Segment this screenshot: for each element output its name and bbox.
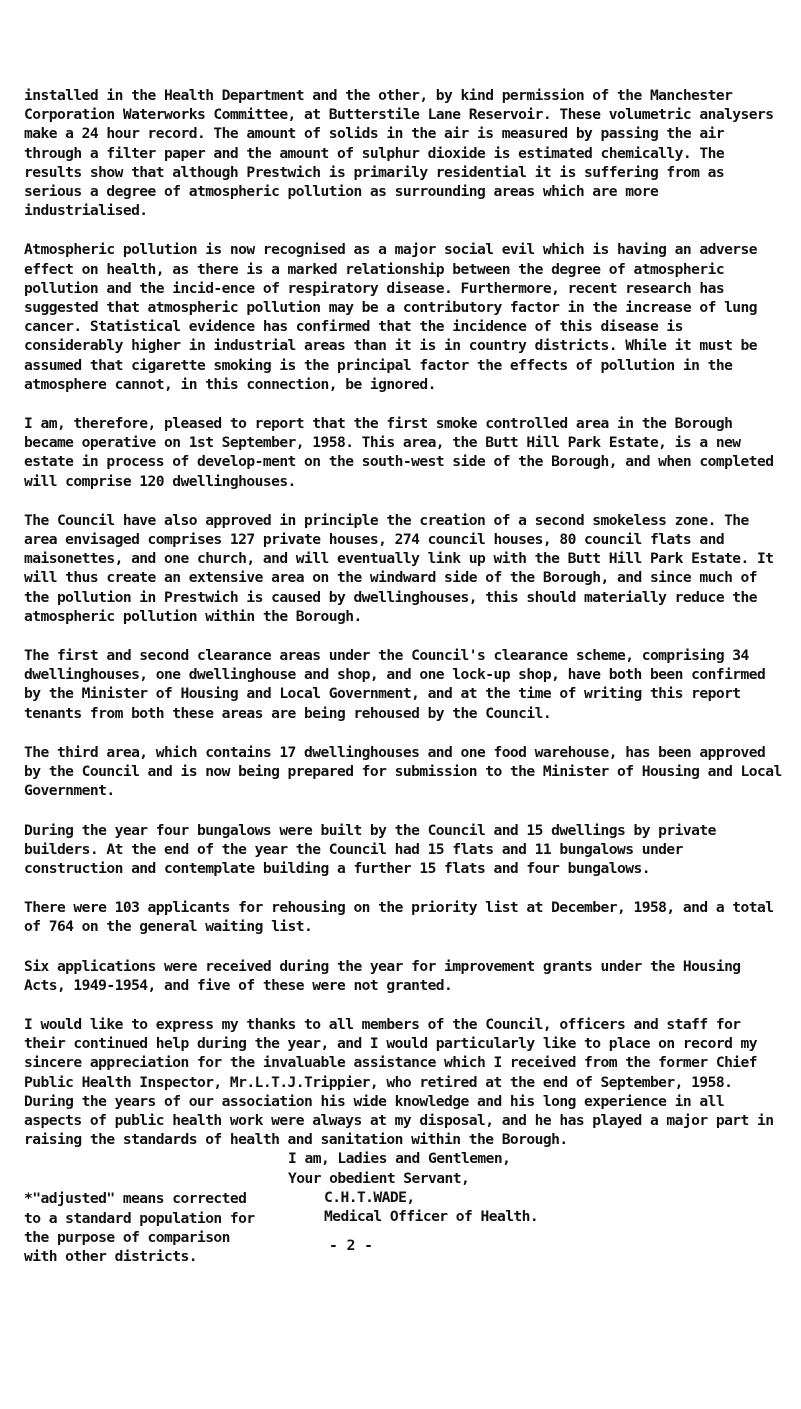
paragraph-monitoring: installed in the Health Department and the other, by kind permission of the Manchester Corporation Waterworks Committee, at Butterstile Lane Reservoir. These volumetric analysers make a 24 hour record. The amount of solids in the air is measured by passing the air through a filter paper and the amount of sulphur dioxide is estimated chemically. The results show that although Prestwich is primarily residential it is suffering from as serious a degree of atmospheric pollution as surrounding areas which are more industrialised. (24, 87, 782, 220)
salutation: I am, Ladies and Gentlemen, (288, 1150, 511, 1168)
paragraph-pollution-health: Atmospheric pollution is now recognised as a major social evil which is having an adverse effect on health, as there is a marked relationship between the degree of atmospheric pollution and the incid-ence of respiratory disease. Furthermore, recent research has suggested that atmospheric pollution may be a contributory factor in the increase of lung cancer. Statistical evidence has confirmed that the incidence of this disease is considerably higher in industrial areas than it is in country districts. While it must be assumed that cigarette smoking is the principal factor the effects of pollution in the atmosphere cannot, in this connection, be ignored. (24, 241, 766, 393)
footnote: *"adjusted" means corrected to a standard population for the purpose of comparison with other districts. (24, 1190, 263, 1265)
paragraph-third-area: The third area, which contains 17 dwellinghouses and one food warehouse, has been approved by the Council and is now being prepared for submission to the Minister of Housing and Local Government. (24, 743, 790, 800)
signature-block (288, 1149, 788, 1226)
signatory-name: C.H.T.WADE, (324, 1188, 415, 1206)
page-number: - 2 - (329, 1237, 373, 1255)
paragraph-new-building: During the year four bungalows were built by the Council and 15 dwellings by private builders. At the end of the year the Council had 15 flats and 11 bungalows under construction and contemplate building a further 15 flats and four bungalows. (24, 821, 725, 877)
closing-line: Your obedient Servant, (288, 1169, 470, 1187)
paragraph-waiting-list: There were 103 applicants for rehousing on the priority list at December, 1958, and a total of 764 on the general waiting list. (24, 899, 782, 936)
paragraph-improvement-grants: Six applications were received during the year for improvement grants under the Housing Acts, 1949-1954, and five of these were not granted. (24, 957, 749, 994)
closing-section (24, 1149, 789, 1269)
document-page (24, 86, 789, 1269)
paragraph-smoke-control-area: I am, therefore, pleased to report that the first smoke controlled area in the Borough became operative on 1st September, 1958. This area, the Butt Hill Park Estate, is a new estate in process of develop-ment on the south-west side of the Borough, and when completed will comprise 120 dwellinghouses. (24, 415, 782, 490)
paragraph-clearance-areas: The first and second clearance areas under the Council's clearance scheme, comprising 34 dwellinghouses, one dwellinghouse and shop, and one lock-up shop, have both been confirmed by the Minister of Housing and Local Government, and at the time of writing this report tenants from both these areas are being rehoused by the Council. (24, 647, 774, 722)
signatory-title: Medical Officer of Health. (324, 1207, 539, 1225)
paragraph-acknowledgements: I would like to express my thanks to all members of the Council, officers and staff for their continued help during the year, and I would particularly like to place on record my sincere appreciation for the invaluable assistance which I received from the former Chief Public Health Inspector, Mr.L.T.J.Trippier, who retired at the end of September, 1958. During the years of our association his wide knowledge and his long experience in all aspects of public health work were always at my disposal, and he has played a major part in raising the standards of health and sanitation within the Borough. (24, 1015, 782, 1149)
paragraph-second-smokeless-zone: The Council have also approved in principle the creation of a second smokeless zone. The area envisaged comprises 127 private houses, 274 council houses, 80 council flats and maisonettes, and one church, and will eventually link up with the Butt Hill Park Estate. It will thus create an extensive area on the windward side of the Borough, and since much of the pollution in Prestwich is caused by dwellinghouses, this should materially reduce the atmospheric pollution within the Borough. (24, 511, 782, 625)
